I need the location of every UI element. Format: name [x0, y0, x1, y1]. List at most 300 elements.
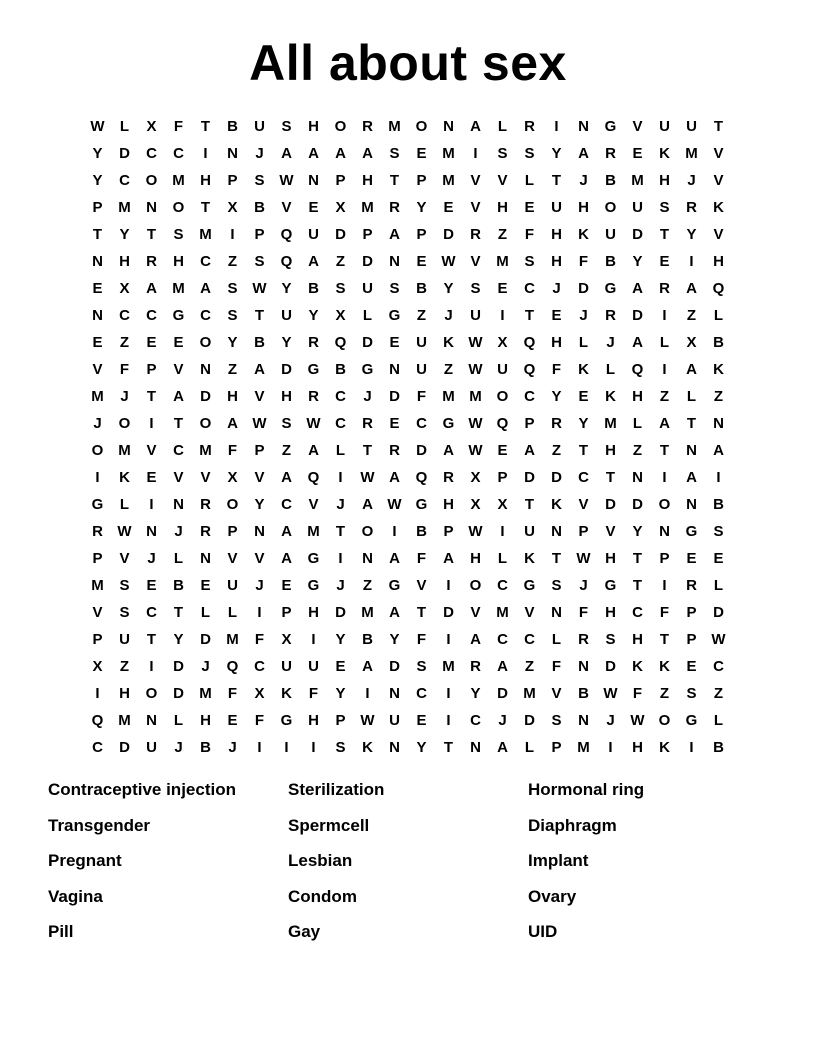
- grid-letter: M: [199, 442, 212, 459]
- grid-letter: N: [389, 685, 400, 702]
- grid-letter: A: [335, 145, 346, 162]
- grid-letter: A: [497, 739, 508, 756]
- grid-letter: V: [146, 442, 157, 459]
- grid-letter: T: [416, 604, 427, 621]
- grid-letter: K: [443, 334, 454, 351]
- grid-letter: L: [551, 631, 562, 648]
- grid-letter: M: [388, 118, 401, 135]
- grid-letter: W: [306, 415, 321, 432]
- grid-letter: I: [311, 631, 316, 648]
- grid-letter: G: [307, 577, 320, 594]
- grid-letter: G: [442, 415, 455, 432]
- grid-letter: A: [308, 442, 319, 459]
- grid-letter: X: [281, 631, 292, 648]
- page-title: All about sex: [249, 35, 567, 91]
- grid-letter: F: [524, 226, 535, 243]
- grid-letter: U: [146, 739, 157, 756]
- grid-letter: X: [470, 469, 481, 486]
- grid-letter: E: [524, 199, 535, 216]
- grid-letter: A: [578, 145, 589, 162]
- grid-letter: A: [686, 469, 697, 486]
- word-list-item: Pill: [48, 922, 74, 941]
- grid-letter: Y: [173, 631, 184, 648]
- grid-letter: O: [91, 442, 104, 459]
- grid-letter: S: [524, 145, 535, 162]
- grid-letter: A: [470, 631, 481, 648]
- word-list-item: Condom: [288, 886, 357, 906]
- grid-letter: I: [95, 469, 100, 486]
- grid-letter: S: [281, 415, 292, 432]
- grid-letter: R: [92, 523, 103, 540]
- grid-letter: M: [361, 604, 374, 621]
- grid-letter: M: [307, 523, 320, 540]
- grid-letter: B: [227, 118, 238, 135]
- grid-letter: R: [443, 469, 454, 486]
- grid-letter: W: [360, 712, 375, 729]
- grid-letter: H: [551, 253, 562, 270]
- grid-letter: G: [307, 550, 320, 567]
- grid-letter: O: [469, 577, 482, 594]
- grid-letter: G: [685, 523, 698, 540]
- grid-letter: A: [524, 442, 535, 459]
- grid-letter: E: [443, 199, 454, 216]
- grid-letter: C: [146, 145, 157, 162]
- grid-letter: Z: [659, 685, 670, 702]
- grid-letter: D: [605, 496, 616, 513]
- grid-letter: H: [443, 496, 454, 513]
- grid-letter: Y: [416, 739, 427, 756]
- grid-letter: C: [281, 496, 292, 513]
- grid-letter: S: [227, 280, 238, 297]
- grid-letter: B: [254, 334, 265, 351]
- grid-letter: I: [203, 145, 208, 162]
- grid-letter: T: [362, 442, 373, 459]
- grid-letter: L: [119, 496, 130, 513]
- grid-letter: Y: [281, 334, 292, 351]
- grid-letter: F: [578, 604, 589, 621]
- grid-letter: Z: [227, 253, 238, 270]
- grid-letter: L: [362, 307, 373, 324]
- grid-letter: I: [554, 118, 559, 135]
- grid-letter: G: [307, 361, 320, 378]
- grid-letter: W: [711, 631, 726, 648]
- grid-letter: N: [389, 739, 400, 756]
- grid-letter: N: [389, 253, 400, 270]
- grid-letter: T: [524, 307, 535, 324]
- grid-letter: B: [173, 577, 184, 594]
- grid-letter: H: [605, 550, 616, 567]
- grid-letter: H: [119, 685, 130, 702]
- grid-letter: I: [95, 685, 100, 702]
- grid-letter: C: [632, 604, 643, 621]
- grid-letter: F: [227, 685, 238, 702]
- grid-letter: Y: [470, 685, 481, 702]
- grid-letter: A: [686, 361, 697, 378]
- grid-letter: D: [335, 226, 346, 243]
- grid-letter: K: [659, 658, 670, 675]
- grid-letter: B: [416, 280, 427, 297]
- grid-letter: Y: [335, 631, 346, 648]
- grid-letter: E: [92, 334, 103, 351]
- grid-letter: W: [387, 496, 402, 513]
- grid-letter: A: [389, 469, 400, 486]
- grid-letter: G: [388, 577, 401, 594]
- grid-letter: W: [603, 685, 618, 702]
- word-list-item: Vagina: [48, 886, 103, 906]
- grid-letter: S: [173, 226, 184, 243]
- grid-letter: C: [578, 469, 589, 486]
- grid-letter: E: [389, 415, 400, 432]
- grid-letter: O: [361, 523, 374, 540]
- grid-letter: C: [524, 388, 535, 405]
- grid-letter: M: [442, 145, 455, 162]
- grid-letter: U: [470, 307, 481, 324]
- grid-letter: A: [470, 118, 481, 135]
- grid-letter: J: [336, 577, 345, 594]
- grid-letter: V: [470, 253, 481, 270]
- grid-letter: N: [551, 523, 562, 540]
- grid-letter: D: [389, 658, 400, 675]
- grid-letter: X: [470, 496, 481, 513]
- grid-letter: A: [281, 523, 292, 540]
- grid-letter: T: [443, 739, 454, 756]
- grid-letter: H: [173, 253, 184, 270]
- grid-letter: H: [605, 442, 616, 459]
- grid-letter: J: [363, 388, 372, 405]
- grid-letter: M: [172, 280, 185, 297]
- grid-letter: H: [497, 199, 508, 216]
- word-list-item: Lesbian: [288, 851, 353, 870]
- grid-letter: R: [389, 442, 400, 459]
- grid-letter: D: [605, 658, 616, 675]
- grid-letter: D: [200, 631, 211, 648]
- grid-letter: B: [416, 523, 427, 540]
- grid-letter: I: [473, 145, 478, 162]
- grid-letter: L: [578, 334, 589, 351]
- grid-letter: C: [200, 307, 211, 324]
- grid-letter: D: [524, 469, 535, 486]
- grid-letter: E: [632, 145, 643, 162]
- grid-letter: G: [172, 307, 185, 324]
- grid-letter: M: [469, 388, 482, 405]
- word-list-item: Gay: [288, 922, 321, 941]
- grid-letter: I: [257, 739, 262, 756]
- grid-letter: C: [119, 172, 130, 189]
- grid-letter: V: [227, 550, 238, 567]
- grid-letter: S: [335, 280, 346, 297]
- letter-grid: [84, 113, 732, 761]
- grid-letter: C: [416, 415, 427, 432]
- grid-letter: T: [524, 496, 535, 513]
- grid-letter: D: [443, 604, 454, 621]
- grid-letter: Y: [416, 199, 427, 216]
- grid-letter: M: [442, 658, 455, 675]
- grid-letter: O: [226, 496, 239, 513]
- grid-letter: I: [230, 226, 235, 243]
- grid-letter: G: [685, 712, 698, 729]
- grid-letter: Y: [92, 145, 103, 162]
- grid-letter: K: [578, 361, 589, 378]
- grid-letter: M: [685, 145, 698, 162]
- grid-letter: V: [551, 685, 562, 702]
- grid-letter: W: [441, 253, 456, 270]
- grid-letter: V: [524, 604, 535, 621]
- grid-letter: R: [659, 280, 670, 297]
- grid-letter: N: [686, 442, 697, 459]
- grid-letter: D: [281, 361, 292, 378]
- grid-letter: B: [335, 361, 346, 378]
- grid-letter: N: [389, 361, 400, 378]
- grid-letter: S: [686, 685, 697, 702]
- grid-letter: L: [524, 739, 535, 756]
- grid-letter: F: [119, 361, 130, 378]
- grid-letter: D: [632, 307, 643, 324]
- grid-letter: A: [686, 280, 697, 297]
- grid-letter: T: [200, 118, 211, 135]
- grid-letter: M: [604, 415, 617, 432]
- grid-letter: I: [689, 739, 694, 756]
- grid-letter: N: [578, 658, 589, 675]
- grid-letter: Z: [713, 685, 724, 702]
- grid-letter: I: [716, 469, 721, 486]
- grid-letter: W: [360, 469, 375, 486]
- grid-letter: Y: [551, 145, 562, 162]
- grid-letter: P: [254, 226, 265, 243]
- grid-letter: A: [254, 361, 265, 378]
- grid-letter: P: [416, 226, 427, 243]
- grid-letter: M: [442, 172, 455, 189]
- grid-letter: U: [281, 658, 292, 675]
- grid-letter: R: [146, 253, 157, 270]
- grid-letter: D: [524, 712, 535, 729]
- grid-letter: Z: [524, 658, 535, 675]
- grid-letter: N: [470, 739, 481, 756]
- grid-letter: V: [254, 550, 265, 567]
- grid-letter: L: [632, 415, 643, 432]
- grid-letter: P: [362, 226, 373, 243]
- grid-letter: A: [389, 226, 400, 243]
- grid-letter: R: [200, 496, 211, 513]
- grid-letter: O: [604, 199, 617, 216]
- grid-letter: C: [470, 712, 481, 729]
- grid-letter: I: [284, 739, 289, 756]
- grid-letter: Q: [415, 469, 428, 486]
- grid-letter: E: [497, 442, 508, 459]
- word-list-item: Contraceptive injection: [48, 780, 236, 799]
- grid-letter: P: [227, 172, 238, 189]
- grid-letter: V: [713, 226, 724, 243]
- grid-letter: U: [389, 712, 400, 729]
- grid-letter: I: [149, 415, 154, 432]
- grid-letter: J: [120, 388, 129, 405]
- grid-letter: P: [281, 604, 292, 621]
- grid-letter: O: [415, 118, 428, 135]
- word-list-item: Diaphragm: [528, 815, 617, 835]
- grid-letter: Z: [632, 442, 643, 459]
- grid-letter: T: [713, 118, 724, 135]
- grid-letter: R: [362, 118, 373, 135]
- grid-letter: M: [523, 685, 536, 702]
- grid-letter: D: [173, 685, 184, 702]
- grid-letter: I: [365, 685, 370, 702]
- grid-letter: N: [578, 118, 589, 135]
- grid-letter: Y: [92, 172, 103, 189]
- grid-letter: K: [713, 199, 724, 216]
- grid-letter: H: [551, 334, 562, 351]
- grid-letter: T: [173, 604, 184, 621]
- grid-letter: L: [227, 604, 238, 621]
- grid-letter: M: [361, 199, 374, 216]
- grid-letter: I: [338, 469, 343, 486]
- grid-letter: J: [174, 523, 183, 540]
- grid-letter: U: [497, 361, 508, 378]
- grid-letter: Z: [281, 442, 292, 459]
- grid-letter: E: [281, 577, 292, 594]
- grid-letter: Y: [119, 226, 130, 243]
- grid-letter: X: [497, 334, 508, 351]
- grid-letter: I: [689, 253, 694, 270]
- grid-letter: K: [524, 550, 535, 567]
- grid-letter: N: [551, 604, 562, 621]
- grid-letter: D: [335, 604, 346, 621]
- grid-letter: C: [92, 739, 103, 756]
- grid-letter: I: [446, 577, 451, 594]
- grid-letter: S: [470, 280, 481, 297]
- grid-letter: N: [92, 307, 103, 324]
- grid-letter: S: [335, 739, 346, 756]
- grid-letter: T: [146, 226, 157, 243]
- grid-letter: Q: [280, 226, 293, 243]
- grid-letter: M: [199, 685, 212, 702]
- grid-letter: G: [604, 280, 617, 297]
- grid-letter: E: [416, 712, 427, 729]
- grid-letter: T: [632, 550, 643, 567]
- grid-letter: G: [361, 361, 374, 378]
- grid-letter: N: [200, 550, 211, 567]
- grid-letter: A: [443, 442, 454, 459]
- grid-letter: V: [632, 118, 643, 135]
- grid-letter: H: [632, 631, 643, 648]
- grid-letter: C: [713, 658, 724, 675]
- grid-letter: S: [551, 712, 562, 729]
- grid-letter: N: [92, 253, 103, 270]
- grid-letter: J: [606, 334, 615, 351]
- grid-letter: I: [500, 523, 505, 540]
- grid-letter: G: [415, 496, 428, 513]
- grid-letter: S: [119, 577, 130, 594]
- grid-letter: R: [605, 145, 616, 162]
- grid-letter: F: [632, 685, 643, 702]
- grid-letter: I: [446, 712, 451, 729]
- grid-letter: I: [608, 739, 613, 756]
- grid-letter: J: [201, 658, 210, 675]
- grid-letter: O: [496, 388, 509, 405]
- grid-letter: A: [308, 253, 319, 270]
- grid-letter: A: [362, 658, 373, 675]
- grid-letter: U: [281, 307, 292, 324]
- grid-letter: L: [713, 307, 724, 324]
- grid-letter: V: [119, 550, 130, 567]
- grid-letter: F: [416, 388, 427, 405]
- grid-letter: D: [632, 496, 643, 513]
- grid-letter: Y: [308, 307, 319, 324]
- grid-letter: I: [662, 577, 667, 594]
- grid-letter: V: [713, 145, 724, 162]
- grid-letter: B: [605, 253, 616, 270]
- grid-letter: X: [146, 118, 157, 135]
- grid-letter: G: [388, 307, 401, 324]
- grid-letter: Z: [713, 388, 724, 405]
- grid-letter: U: [308, 226, 319, 243]
- grid-letter: D: [578, 280, 589, 297]
- grid-letter: S: [659, 199, 670, 216]
- grid-letter: L: [659, 334, 670, 351]
- grid-letter: S: [281, 118, 292, 135]
- grid-letter: P: [524, 415, 535, 432]
- grid-letter: A: [308, 145, 319, 162]
- grid-letter: V: [470, 604, 481, 621]
- grid-letter: A: [659, 415, 670, 432]
- grid-letter: M: [226, 631, 239, 648]
- grid-letter: T: [146, 388, 157, 405]
- grid-letter: Q: [226, 658, 239, 675]
- grid-letter: C: [119, 307, 130, 324]
- grid-letter: R: [200, 523, 211, 540]
- grid-letter: S: [227, 307, 238, 324]
- grid-letter: W: [117, 523, 132, 540]
- grid-letter: U: [632, 199, 643, 216]
- grid-letter: M: [118, 442, 131, 459]
- grid-letter: R: [686, 577, 697, 594]
- grid-letter: Q: [280, 253, 293, 270]
- grid-letter: F: [227, 442, 238, 459]
- grid-letter: D: [632, 226, 643, 243]
- grid-letter: R: [308, 388, 319, 405]
- grid-letter: D: [389, 388, 400, 405]
- grid-letter: S: [389, 280, 400, 297]
- grid-letter: J: [579, 172, 588, 189]
- grid-letter: U: [551, 199, 562, 216]
- grid-letter: P: [686, 631, 697, 648]
- grid-letter: K: [362, 739, 373, 756]
- grid-letter: Y: [686, 226, 697, 243]
- word-list-item: Spermcell: [288, 815, 370, 835]
- grid-letter: T: [335, 523, 346, 540]
- word-list-item: Pregnant: [48, 851, 122, 870]
- grid-letter: D: [119, 739, 130, 756]
- grid-letter: T: [254, 307, 265, 324]
- grid-letter: T: [659, 442, 670, 459]
- grid-letter: E: [578, 388, 589, 405]
- grid-letter: A: [362, 496, 373, 513]
- grid-letter: P: [659, 550, 670, 567]
- grid-letter: T: [92, 226, 103, 243]
- grid-letter: P: [92, 199, 103, 216]
- grid-letter: C: [200, 253, 211, 270]
- grid-letter: H: [227, 388, 238, 405]
- grid-letter: Y: [632, 253, 643, 270]
- grid-letter: D: [713, 604, 724, 621]
- grid-letter: Q: [523, 361, 536, 378]
- grid-letter: Q: [91, 712, 104, 729]
- grid-letter: K: [659, 145, 670, 162]
- grid-letter: T: [659, 631, 670, 648]
- grid-letter: E: [335, 658, 346, 675]
- grid-letter: T: [173, 415, 184, 432]
- grid-letter: E: [146, 577, 157, 594]
- grid-letter: D: [173, 658, 184, 675]
- grid-letter: M: [496, 253, 509, 270]
